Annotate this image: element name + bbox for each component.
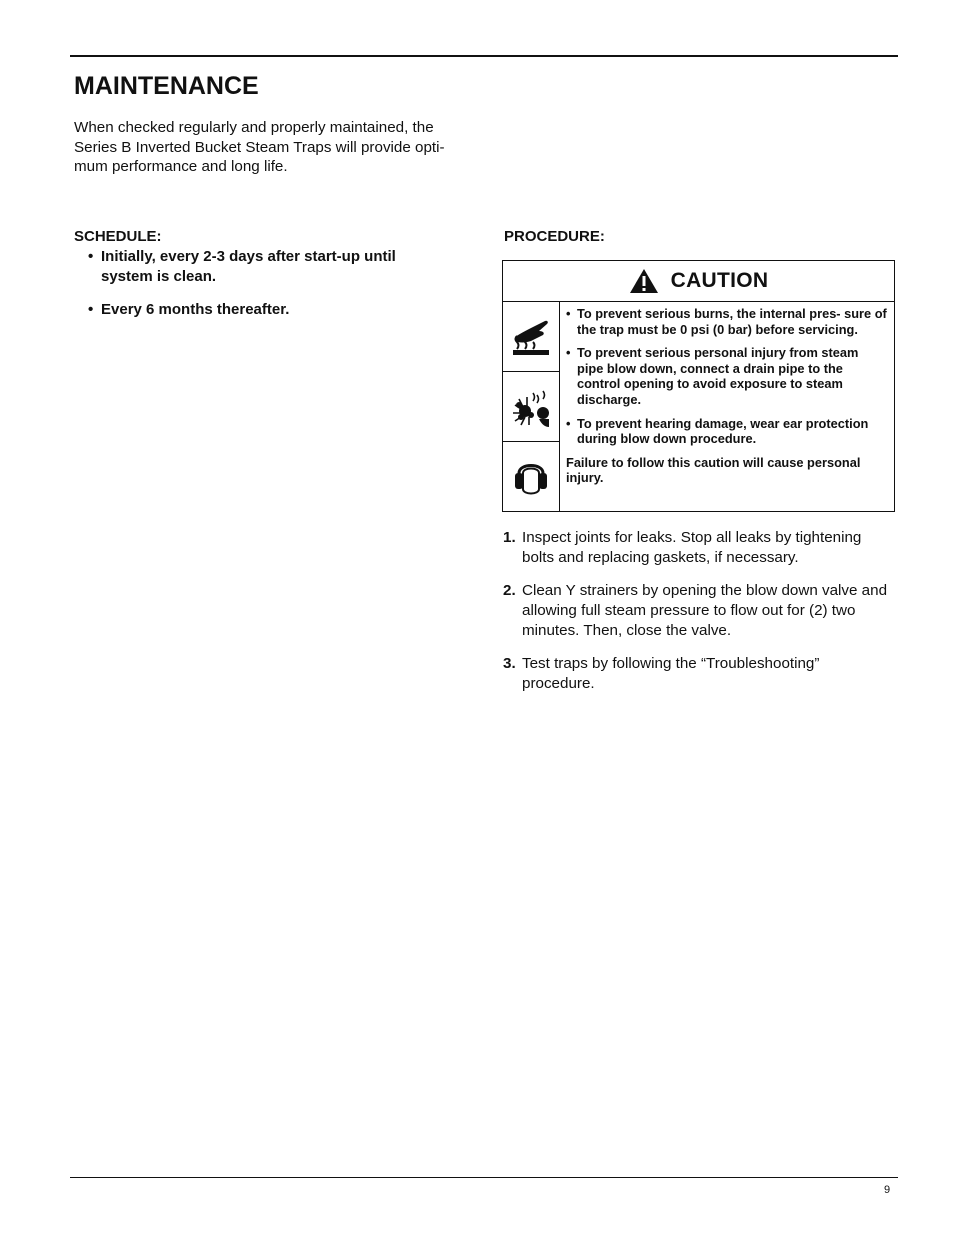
step-text: Clean Y strainers by opening the blow down valve and allowing full steam pressure to flow out for (2) two minutes. Then, close the valve.: [522, 582, 888, 639]
step-number: 1.: [503, 529, 516, 546]
caution-title: CAUTION: [670, 269, 769, 292]
list-item: • To prevent hearing damage, wear ear protection during blow down procedure.: [566, 416, 888, 447]
intro-paragraph: When checked regularly and properly maintained, the Series B Inverted Bucket Steam Traps will provide opti- mum performance and long life.: [74, 119, 445, 175]
schedule-heading: SCHEDULE:: [74, 228, 162, 245]
step-number: 2.: [503, 582, 516, 600]
ear-protection-icon: [509, 455, 553, 499]
procedure-steps: [503, 528, 893, 707]
procedure-heading: PROCEDURE:: [504, 228, 605, 245]
list-item: • Initially, every 2-3 days after start-up until system is clean.: [88, 247, 448, 286]
step-text: Inspect joints for leaks. Stop all leaks by tightening bolts and replacing gaskets, if necessary.: [522, 529, 862, 566]
list-item: • To prevent serious personal injury from steam pipe blow down, connect a drain pipe to the control opening to avoid exposure to steam discharge.: [566, 345, 888, 407]
warning-triangle-icon: [629, 268, 659, 294]
caution-warning-list: [566, 306, 888, 447]
caution-header: [503, 261, 894, 302]
list-item: • To prevent serious burns, the internal pres- sure of the trap must be 0 psi (0 bar) before servicing.: [566, 306, 888, 337]
hot-surface-burn-icon: [509, 315, 553, 359]
caution-failure-note: Failure to follow this caution will cause personal injury.: [566, 454, 861, 486]
list-item: [503, 528, 893, 568]
step-number: 3.: [503, 654, 516, 672]
list-item: [503, 654, 893, 694]
list-item: [503, 581, 893, 640]
page-title: MAINTENANCE: [74, 72, 259, 100]
list-item: • Every 6 months thereafter.: [88, 300, 448, 320]
step-text: Test traps by following the “Troubleshooting” procedure.: [522, 654, 820, 692]
page-number: 9: [884, 1184, 891, 1196]
steam-blowdown-icon: [509, 385, 553, 429]
hazard-icon-column: [503, 302, 560, 511]
bottom-rule: [70, 1177, 898, 1178]
caution-box: [502, 260, 895, 512]
schedule-list: [88, 247, 448, 334]
top-rule: [70, 55, 898, 57]
